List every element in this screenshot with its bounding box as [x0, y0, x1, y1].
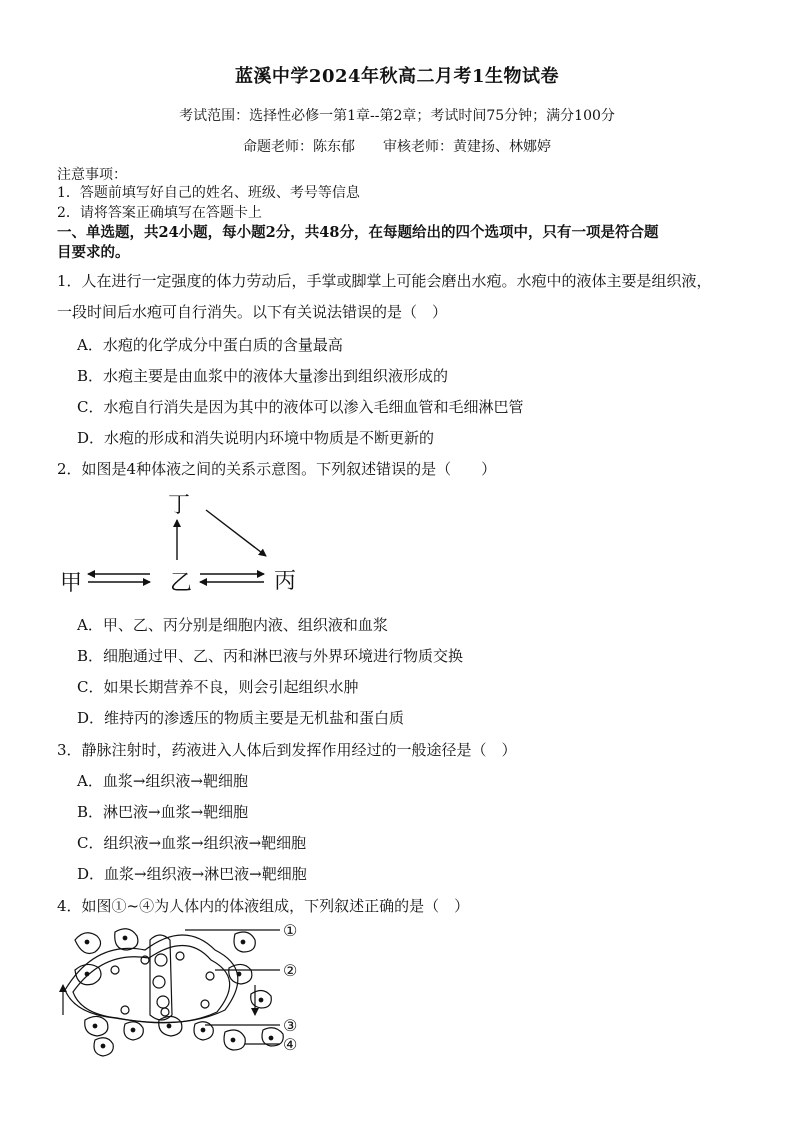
arrow-ding-to-bing — [206, 510, 266, 556]
question-3-option-d: D．血浆→组织液→淋巴液→靶细胞 — [77, 865, 307, 883]
notice-heading: 注意事项： — [57, 167, 127, 183]
capillary — [65, 935, 238, 1023]
question-2-option-c: C．如果长期营养不良，则会引起组织水肿 — [77, 678, 359, 696]
question-1-option-b: B．水疱主要是由血浆中的液体大量渗出到组织液形成的 — [77, 367, 449, 385]
label-yi: 乙 — [170, 571, 193, 596]
question-1-stem-cont: 一段时间后水疱可自行消失。以下有关说法错误的是（ ） — [57, 303, 448, 321]
label-jia: 甲 — [60, 571, 83, 596]
exam-teachers: 命题老师：陈东郁 审核老师：黄建扬、林娜婷 — [243, 139, 551, 155]
question-3-option-b: B．淋巴液→血浆→靶细胞 — [77, 803, 249, 821]
question-2-option-b: B．细胞通过甲、乙、丙和淋巴液与外界环境进行物质交换 — [77, 647, 464, 665]
label-ding: 丁 — [168, 493, 191, 518]
question-3-option-c: C．组织液→血浆→组织液→靶细胞 — [77, 834, 307, 852]
question-4-stem: 4．如图①~④为人体内的体液组成，下列叙述正确的是（ ） — [57, 897, 470, 915]
section-heading-cont: 目要求的。 — [57, 244, 130, 261]
tissue-cells — [75, 929, 283, 1056]
tissue-fluid-diagram — [55, 920, 345, 1060]
question-1-option-a: A．水疱的化学成分中蛋白质的含量最高 — [77, 336, 343, 354]
label-3: ③ — [283, 1016, 298, 1035]
label-2: ② — [283, 961, 298, 980]
question-2-stem: 2．如图是4种体液之间的关系示意图。下列叙述错误的是（ ） — [57, 460, 497, 478]
label-4: ④ — [283, 1035, 298, 1054]
question-3-stem: 3．静脉注射时，药液进入人体后到发挥作用经过的一般途径是（ ） — [57, 741, 517, 759]
section-heading: 一、单选题，共24小题，每小题2分，共48分，在每题给出的四个选项中，只有一项是符合题 — [57, 224, 659, 241]
question-3-option-a: A．血浆→组织液→靶细胞 — [77, 772, 248, 790]
question-2-option-d: D．维持丙的渗透压的物质主要是无机盐和蛋白质 — [77, 709, 405, 727]
exam-title: 蓝溪中学2024年秋高二月考1生物试卷 — [234, 66, 560, 87]
body-fluid-relation-diagram — [50, 490, 370, 600]
question-2-option-a: A．甲、乙、丙分别是细胞内液、组织液和血浆 — [77, 616, 388, 634]
question-1-stem: 1．人在进行一定强度的体力劳动后，手掌或脚掌上可能会磨出水疱。水疱中的液体主要是组织液， — [57, 272, 712, 290]
label-1: ① — [283, 921, 298, 940]
exam-scope: 考试范围：选择性必修一第1章--第2章；考试时间75分钟；满分100分 — [179, 108, 615, 124]
question-1-option-c: C．水疱自行消失是因为其中的液体可以渗入毛细血管和毛细淋巴管 — [77, 398, 524, 416]
notice-item: 2．请将答案正确填写在答题卡上 — [57, 205, 262, 221]
question-1-option-d: D．水疱的形成和消失说明内环境中物质是不断更新的 — [77, 429, 435, 447]
notice-item: 1．答题前填写好自己的姓名、班级、考号等信息 — [57, 185, 360, 201]
label-bing: 丙 — [274, 569, 297, 594]
